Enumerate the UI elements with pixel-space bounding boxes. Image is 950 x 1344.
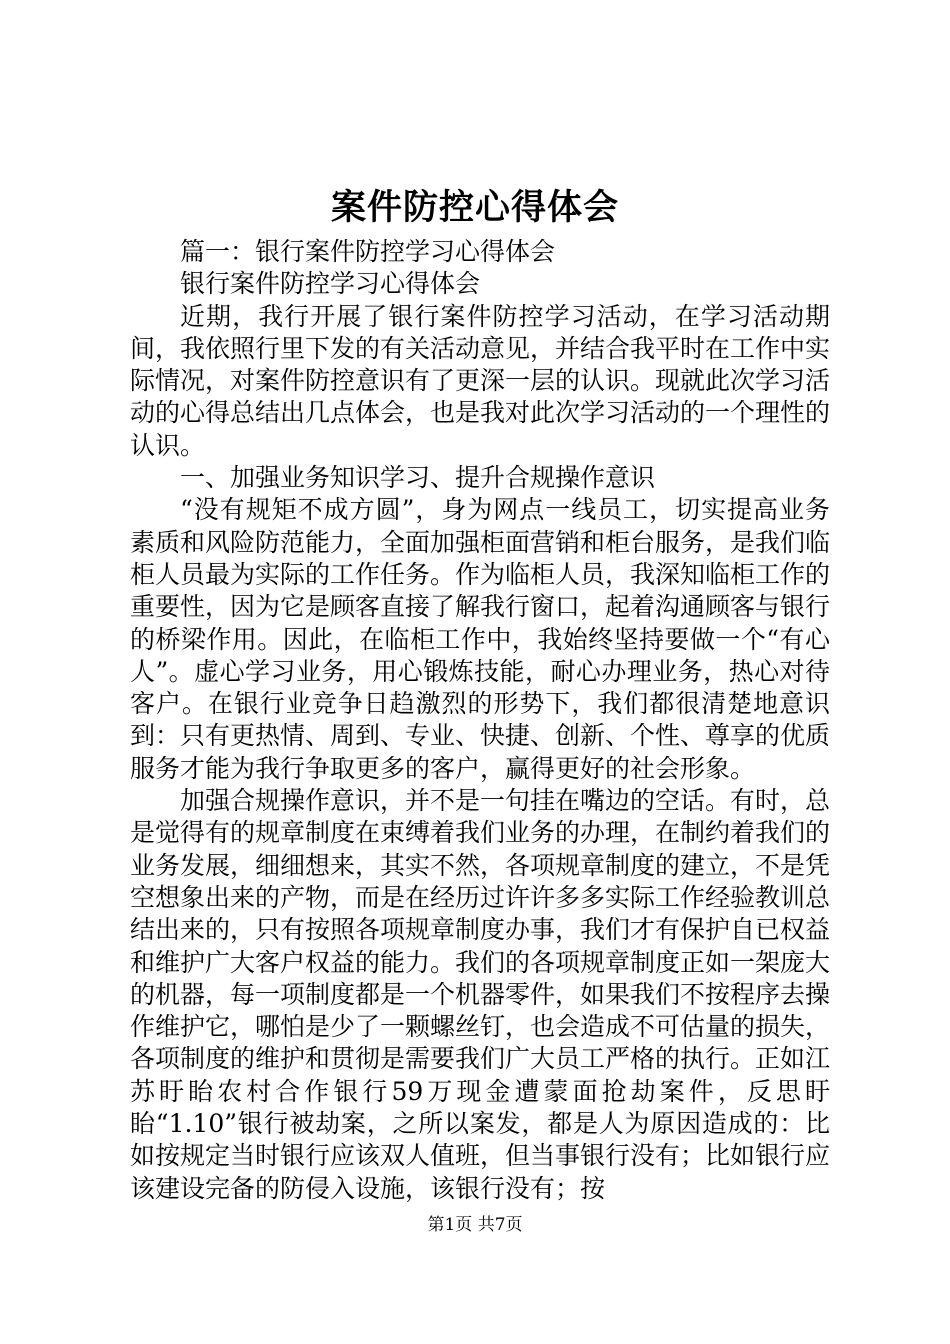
paragraph-point-heading: 一、加强业务知识学习、提升合规操作意识: [180, 463, 656, 493]
paragraph-section-heading: 篇一：银行案件防控学习心得体会: [180, 237, 556, 266]
paragraph-body: “没有规矩不成方圆”，身为网点一线员工，切实提高业务素质和风险防范能力，全面加强柜面营销和柜台服务，是我们临柜人员最为实际的工作任务。作为临柜人员，我深知临柜工作的重要性，因为它是顾客直接了解我行窗口，起着沟通顾客与银行的桥梁作用。因此，在临柜工作中，我始终坚持要做一个“有心人”。虚心学习业务，用心锻炼技能，耐心办理业务，热心对待客户。在银行业竞争日趋激烈的形势下，我们都很清楚地意识到：只有更热情、周到、专业、快捷、创新、个性、尊享的优质服务才能为我行争取更多的客户，赢得更好的社会形象。: [130, 495, 831, 783]
document-title: 案件防控心得体会: [330, 187, 619, 228]
paragraph-subtitle: 银行案件防控学习心得体会: [180, 269, 481, 299]
paragraph-intro: 近期，我行开展了银行案件防控学习活动，在学习活动期间，我依照行里下发的有关活动意见，并结合我平时在工作中实际情况，对案件防控意识有了更深一层的认识。现就此次学习活动的心得总结出几点体会，也是我对此次学习活动的一个理性的认识。: [130, 301, 831, 460]
page-number-footer: 第1页 共7页: [427, 1215, 523, 1235]
paragraph-body: 加强合规操作意识，并不是一句挂在嘴边的空话。有时，总是觉得有的规章制度在束缚着我们业务的办理，在制约着我们的业务发展，细细想来，其实不然，各项规章制度的建立，不是凭空想象出来的产物，而是在经历过许许多多实际工作经验教训总结出来的，只有按照各项规章制度办事，我们才有保护自已权益和维护广大客户权益的能力。我们的各项规章制度正如一架庞大的机器，每一项制度都是一个机器零件，如果我们不按程序去操作维护它，哪怕是少了一颗螺丝钉，也会造成不可估量的损失，各项制度的维护和贯彻是需要我们广大员工严格的执行。正如江苏盱眙农村合作银行59万现金遭蒙面抢劫案件，反思盱眙“1.10”银行被劫案，之所以案发，都是人为原因造成的：比如按规定当时银行应该双人值班，但当事银行没有；比如银行应该建设完备的防侵入设施，该银行没有；按: [130, 786, 831, 1203]
document-body: [130, 236, 830, 1205]
